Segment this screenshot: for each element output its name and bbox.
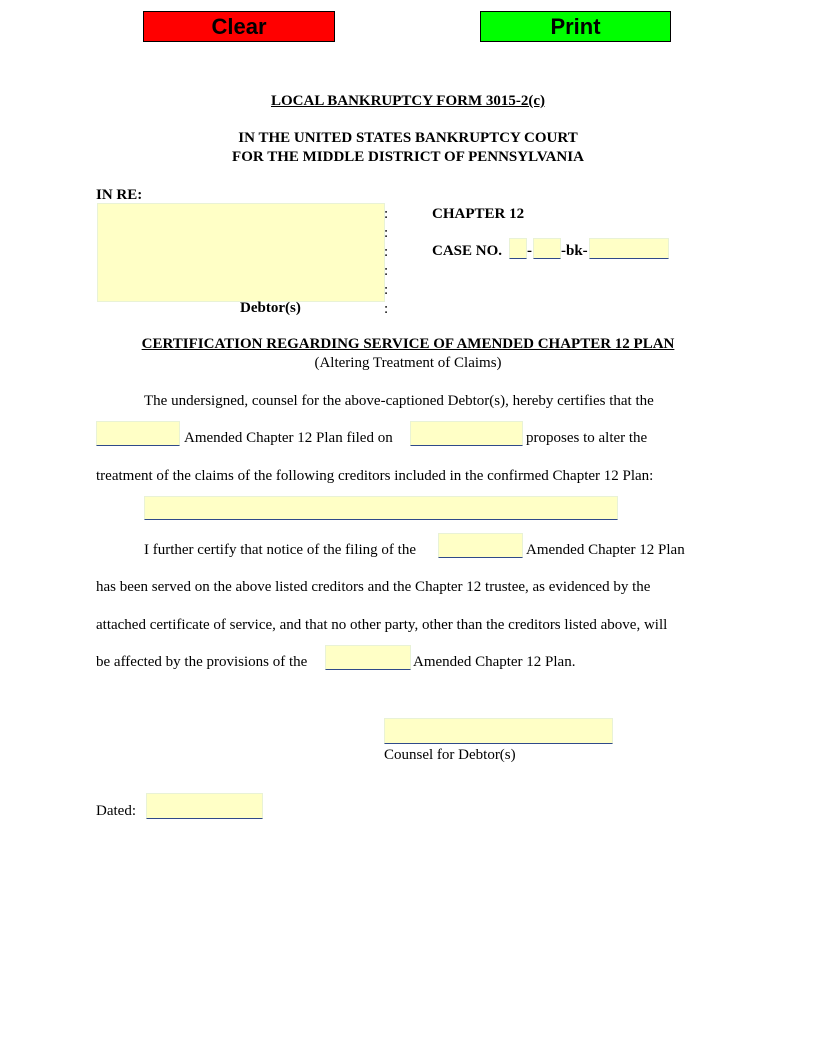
caption-colon: : bbox=[384, 206, 389, 222]
paragraph1-line1: The undersigned, counsel for the above-captioned Debtor(s), hereby certifies that the bbox=[144, 393, 654, 409]
paragraph2-line1a: I further certify that notice of the filing of the bbox=[144, 542, 416, 558]
plan-ordinal-field-2[interactable] bbox=[438, 533, 523, 558]
form-title: LOCAL BANKRUPTCY FORM 3015-2(c) bbox=[270, 93, 545, 109]
in-re-label: IN RE: bbox=[96, 187, 143, 203]
paragraph2-line4a: be affected by the provisions of the bbox=[96, 654, 308, 670]
clear-button[interactable]: Clear bbox=[143, 11, 335, 42]
caption-colon: : bbox=[384, 244, 389, 260]
counsel-label: Counsel for Debtor(s) bbox=[384, 747, 516, 763]
paragraph2-line4b: Amended Chapter 12 Plan. bbox=[413, 654, 576, 670]
case-division-field[interactable] bbox=[509, 238, 527, 259]
chapter-label: CHAPTER 12 bbox=[432, 206, 525, 222]
document-subtitle: (Altering Treatment of Claims) bbox=[314, 355, 502, 371]
dated-label: Dated: bbox=[96, 803, 136, 819]
counsel-signature-field[interactable] bbox=[384, 718, 613, 744]
court-name: IN THE UNITED STATES BANKRUPTCY COURT bbox=[238, 130, 578, 146]
court-district: FOR THE MIDDLE DISTRICT OF PENNSYLVANIA bbox=[232, 149, 584, 165]
case-number-field[interactable] bbox=[589, 238, 669, 259]
caption-colon: : bbox=[384, 301, 389, 317]
paragraph1-line2a: Amended Chapter 12 Plan filed on bbox=[184, 430, 393, 446]
debtor-name-field[interactable] bbox=[97, 203, 385, 302]
document-title: CERTIFICATION REGARDING SERVICE OF AMENDED CHAPTER 12 PLAN bbox=[141, 336, 675, 352]
plan-ordinal-field[interactable] bbox=[96, 421, 180, 446]
creditors-field[interactable] bbox=[144, 496, 618, 520]
paragraph2-line1b: Amended Chapter 12 Plan bbox=[526, 542, 685, 558]
caption-colon: : bbox=[384, 282, 389, 298]
case-no-label: CASE NO. bbox=[432, 243, 503, 259]
paragraph2-line2: has been served on the above listed creditors and the Chapter 12 trustee, as evidenced by the bbox=[96, 579, 651, 595]
case-year-field[interactable] bbox=[533, 238, 561, 259]
dated-field[interactable] bbox=[146, 793, 263, 819]
case-bk-separator: -bk- bbox=[561, 243, 588, 259]
caption-colon: : bbox=[384, 263, 389, 279]
paragraph1-line2b: proposes to alter the bbox=[526, 430, 648, 446]
case-dash: - bbox=[527, 243, 532, 259]
paragraph2-line3: attached certificate of service, and that no other party, other than the creditors listed above, will bbox=[96, 617, 668, 633]
debtor-label: Debtor(s) bbox=[240, 300, 301, 316]
plan-filed-date-field[interactable] bbox=[410, 421, 523, 446]
print-button[interactable]: Print bbox=[480, 11, 671, 42]
plan-ordinal-field-3[interactable] bbox=[325, 645, 411, 670]
paragraph1-line3: treatment of the claims of the following creditors included in the confirmed Chapter 12 Plan: bbox=[96, 468, 654, 484]
caption-colon: : bbox=[384, 225, 389, 241]
